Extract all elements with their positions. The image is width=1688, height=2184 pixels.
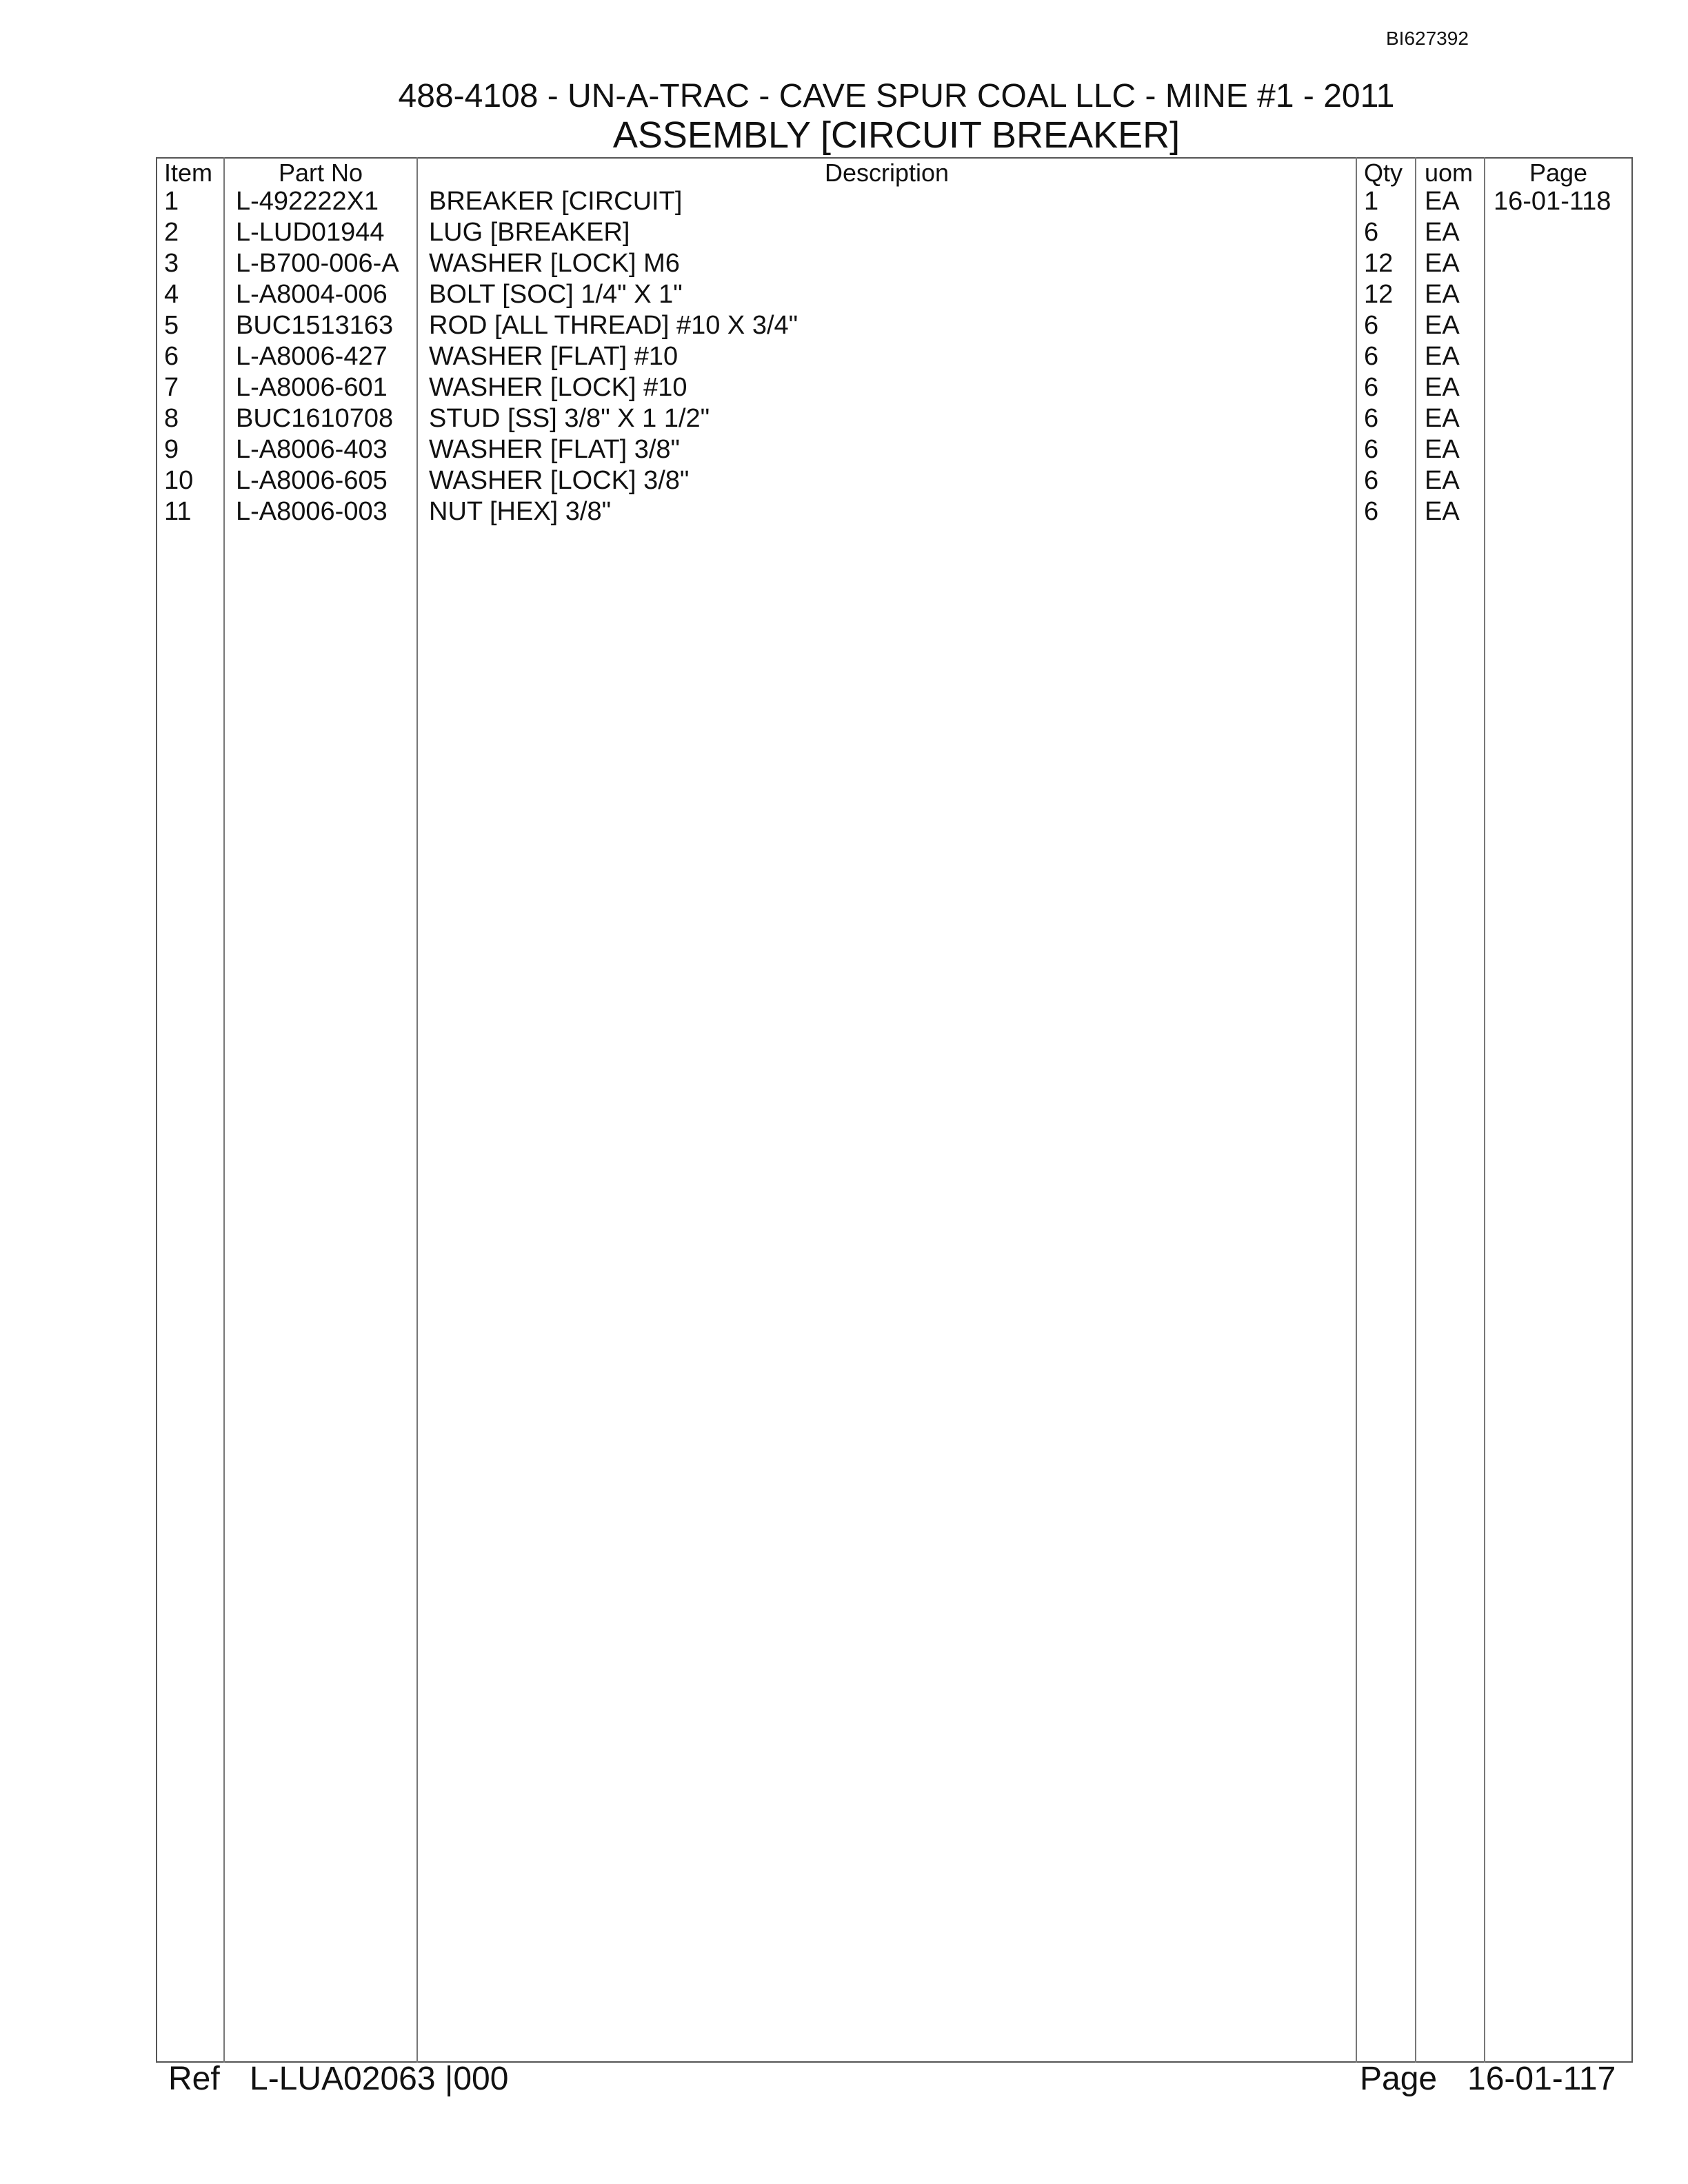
cell-qty: 6 xyxy=(1364,497,1379,526)
cell-qty: 1 xyxy=(1364,187,1379,216)
cell-item: 9 xyxy=(164,435,179,464)
cell-item: 3 xyxy=(164,249,179,278)
cell-qty: 6 xyxy=(1364,466,1379,495)
cell-uom: EA xyxy=(1425,497,1460,526)
header-qty: Qty xyxy=(1364,159,1403,187)
cell-description: WASHER [LOCK] 3/8" xyxy=(429,466,690,495)
cell-uom: EA xyxy=(1425,373,1460,402)
header-item: Item xyxy=(164,159,213,187)
cell-description: LUG [BREAKER] xyxy=(429,218,630,247)
column-divider xyxy=(416,157,418,2063)
footer-page-label: Page xyxy=(1360,2061,1438,2097)
cell-qty: 6 xyxy=(1364,404,1379,433)
cell-description: WASHER [LOCK] M6 xyxy=(429,249,680,278)
column-divider xyxy=(223,157,225,2063)
cell-description: BREAKER [CIRCUIT] xyxy=(429,187,683,216)
cell-part-no: BUC1513163 xyxy=(236,311,394,340)
cell-description: WASHER [LOCK] #10 xyxy=(429,373,687,402)
cell-part-no: L-A8006-601 xyxy=(236,373,388,402)
column-divider xyxy=(1415,157,1416,2063)
cell-part-no: L-LUD01944 xyxy=(236,218,385,247)
cell-uom: EA xyxy=(1425,218,1460,247)
page-subtitle: ASSEMBLY [CIRCUIT BREAKER] xyxy=(612,114,1180,156)
cell-part-no: L-A8006-403 xyxy=(236,435,388,464)
cell-part-no: BUC1610708 xyxy=(236,404,394,433)
cell-uom: EA xyxy=(1425,311,1460,340)
header-part-no: Part No xyxy=(278,159,363,187)
page-title: 488-4108 - UN-A-TRAC - CAVE SPUR COAL LLC - MINE #1 - 2011 xyxy=(398,78,1395,114)
cell-uom: EA xyxy=(1425,342,1460,371)
cell-qty: 6 xyxy=(1364,218,1379,247)
cell-part-no: L-A8006-003 xyxy=(236,497,388,526)
cell-item: 1 xyxy=(164,187,179,216)
cell-part-no: L-A8006-427 xyxy=(236,342,388,371)
cell-uom: EA xyxy=(1425,466,1460,495)
cell-qty: 6 xyxy=(1364,373,1379,402)
cell-item: 4 xyxy=(164,280,179,309)
cell-item: 7 xyxy=(164,373,179,402)
cell-uom: EA xyxy=(1425,404,1460,433)
cell-item: 6 xyxy=(164,342,179,371)
header-description: Description xyxy=(824,159,950,187)
cell-description: ROD [ALL THREAD] #10 X 3/4" xyxy=(429,311,798,340)
column-divider xyxy=(1484,157,1485,2063)
cell-item: 8 xyxy=(164,404,179,433)
cell-item: 11 xyxy=(164,497,192,526)
cell-description: WASHER [FLAT] #10 xyxy=(429,342,679,371)
cell-uom: EA xyxy=(1425,280,1460,309)
cell-page: 16-01-118 xyxy=(1494,187,1611,216)
cell-qty: 6 xyxy=(1364,342,1379,371)
cell-description: WASHER [FLAT] 3/8" xyxy=(429,435,681,464)
cell-description: NUT [HEX] 3/8" xyxy=(429,497,612,526)
document-id: BI627392 xyxy=(1386,28,1469,49)
cell-part-no: L-492222X1 xyxy=(236,187,379,216)
cell-description: STUD [SS] 3/8" X 1 1/2" xyxy=(429,404,710,433)
header-page: Page xyxy=(1529,159,1588,187)
cell-qty: 12 xyxy=(1364,280,1394,309)
cell-qty: 12 xyxy=(1364,249,1394,278)
cell-uom: EA xyxy=(1425,435,1460,464)
cell-qty: 6 xyxy=(1364,311,1379,340)
cell-item: 2 xyxy=(164,218,179,247)
cell-part-no: L-A8004-006 xyxy=(236,280,388,309)
cell-qty: 6 xyxy=(1364,435,1379,464)
footer-ref-value: L-LUA02063 |000 xyxy=(250,2061,509,2097)
footer-ref-label: Ref xyxy=(168,2061,220,2097)
header-uom: uom xyxy=(1425,159,1474,187)
column-divider xyxy=(1356,157,1357,2063)
cell-item: 5 xyxy=(164,311,179,340)
cell-description: BOLT [SOC] 1/4" X 1" xyxy=(429,280,683,309)
cell-part-no: L-A8006-605 xyxy=(236,466,388,495)
cell-uom: EA xyxy=(1425,187,1460,216)
footer-page-value: 16-01-117 xyxy=(1467,2061,1616,2097)
cell-part-no: L-B700-006-A xyxy=(236,249,399,278)
cell-uom: EA xyxy=(1425,249,1460,278)
cell-item: 10 xyxy=(164,466,194,495)
